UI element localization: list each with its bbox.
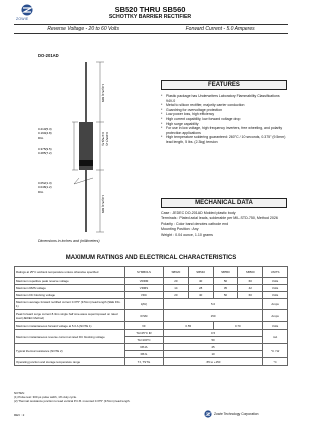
feature-item: * High current capability, low forward voltage drop bbox=[161, 117, 287, 122]
header-cell: SB540 bbox=[188, 267, 213, 278]
row-label: Maximum average forward rectified current 0.375" (9.5mm) lead length (SEE FIG. 1) bbox=[15, 299, 125, 310]
mechanical-item: Terminals : Plated axial leads, solderable per MIL-STD-750, Method 2026 bbox=[161, 216, 278, 221]
header-cell: SB560 bbox=[238, 267, 263, 278]
feature-item: * For use in low voltage, high frequency inverters, free wheeling, and polarity protection applications bbox=[161, 126, 287, 135]
features-heading: FEATURES bbox=[161, 80, 287, 90]
table-row bbox=[15, 278, 288, 285]
dim-lead-top: 1.0(25.4) MIN bbox=[101, 84, 105, 103]
package-drawing bbox=[36, 60, 156, 238]
table-header-row bbox=[15, 267, 288, 278]
mechanical-item: Polarity : Color band denotes cathode end bbox=[161, 221, 229, 226]
lead-top bbox=[85, 62, 87, 122]
row-unit: Volts bbox=[263, 292, 288, 299]
row-label: Maximum instantaneous reverse current at rated DC blocking voltage bbox=[15, 330, 125, 344]
document-title: SB520 THRU SB560 bbox=[114, 5, 186, 14]
row-value: 0.55 bbox=[163, 322, 213, 330]
row-unit: Amps bbox=[263, 310, 288, 322]
feature-item: * Plastic package has Underwriters Laboratory Flammability Classifications 94V-0 bbox=[161, 94, 287, 103]
features-list bbox=[161, 94, 287, 145]
row-unit: mA bbox=[263, 330, 288, 344]
notes-block bbox=[14, 391, 288, 403]
company-name: Zowie Technology Corporation bbox=[214, 412, 259, 416]
package-name: DO-201AD bbox=[38, 53, 59, 58]
table-row bbox=[15, 344, 288, 351]
row-value: 10 bbox=[163, 351, 262, 358]
row-symbol: VF bbox=[125, 322, 164, 330]
row-label: Maximum instantaneous forward voltage at 5.0 A (NOTE 1) bbox=[15, 322, 125, 330]
row-value: 20 bbox=[163, 278, 188, 285]
row-label: Maximum RMS voltage bbox=[15, 285, 125, 292]
header-cell: UNITS bbox=[263, 267, 288, 278]
cathode-band bbox=[79, 160, 93, 166]
row-symbol: RθJL bbox=[125, 351, 164, 358]
feature-item: * High surge capability bbox=[161, 122, 287, 127]
feature-item: * Guardring for overvoltage protection bbox=[161, 108, 287, 113]
dim-body-dia-min: 0.190(4.8) bbox=[38, 131, 52, 135]
header-cell: Ratings at 25°C ambient temperature unless otherwise specified bbox=[15, 267, 125, 278]
mechanical-heading: MECHANICAL DATA bbox=[161, 198, 287, 208]
dim-lead-dia-label: DIA. bbox=[38, 190, 44, 194]
row-value: 150 bbox=[163, 310, 262, 322]
row-value: 40 bbox=[188, 292, 213, 299]
row-label: Maximum DC blocking voltage bbox=[15, 292, 125, 299]
feature-item: * Low power loss, high efficiency bbox=[161, 112, 287, 117]
table-row bbox=[15, 358, 288, 366]
mechanical-item: Weight : 0.04 ounce, 1.10 grams bbox=[161, 232, 213, 237]
row-label: Typical thermal resistance (NOTE 2) bbox=[15, 344, 125, 358]
table-row bbox=[15, 299, 288, 310]
row-symbol: I(AV) bbox=[125, 299, 164, 310]
ratings-summary bbox=[14, 26, 288, 32]
row-symbol: VDC bbox=[125, 292, 164, 299]
row-unit: Volts bbox=[263, 278, 288, 285]
row-value: 60 bbox=[238, 278, 263, 285]
row-symbol: VRMS bbox=[125, 285, 164, 292]
row-value: 20 bbox=[163, 292, 188, 299]
row-value: 25 bbox=[163, 344, 262, 351]
feature-item: * Metal to silicon rectifier, majority carrier conduction bbox=[161, 103, 287, 108]
row-value: 28 bbox=[188, 285, 213, 292]
row-unit: Volts bbox=[263, 285, 288, 292]
mechanical-item: Case : JEDEC DO-201AD Molded plastic body bbox=[161, 211, 236, 215]
footer-logo bbox=[204, 410, 212, 418]
row-symbol: IFSM bbox=[125, 310, 164, 322]
dim-body-len-left-max: 0.375(9.5) bbox=[38, 147, 52, 151]
row-symbol: RθJA bbox=[125, 344, 164, 351]
row-value: -55 to +150 bbox=[163, 358, 262, 366]
row-label: Maximum repetitive peak reverse voltage bbox=[15, 278, 125, 285]
ratings-title: MAXIMUM RATINGS AND ELECTRICAL CHARACTERISTICS bbox=[65, 255, 237, 261]
row-value: 5.0 bbox=[163, 299, 262, 310]
header-cell: SB550 bbox=[213, 267, 238, 278]
table-row bbox=[15, 330, 288, 337]
header-rule-bottom bbox=[14, 33, 288, 34]
dim-body-dia-max: 0.210(5.3) bbox=[38, 127, 52, 131]
revision-label: REV : 2 bbox=[14, 413, 25, 417]
row-unit: Amps bbox=[263, 299, 288, 310]
row-symbol: TA=25°C IR bbox=[125, 330, 164, 337]
notes-label: NOTES: bbox=[14, 391, 25, 395]
ratings-table bbox=[14, 266, 288, 366]
row-value: 0.70 bbox=[213, 322, 263, 330]
row-value: 42 bbox=[238, 285, 263, 292]
table-row bbox=[15, 292, 288, 299]
row-value: 40 bbox=[188, 278, 213, 285]
row-value: 60 bbox=[238, 292, 263, 299]
row-value: 14 bbox=[163, 285, 188, 292]
note-1: (1) Pulse test: 300 μs pulse width, 1% duty cycle. bbox=[14, 395, 77, 399]
forward-current-text: Forward Current - 5.0 Amperes bbox=[185, 26, 255, 32]
row-value: 50 bbox=[213, 278, 238, 285]
dim-dia-label: DIA. bbox=[38, 136, 44, 140]
row-value: 35 bbox=[213, 285, 238, 292]
header-cell: SYMBOLS bbox=[125, 267, 164, 278]
row-unit: °C / W bbox=[263, 344, 288, 358]
table-row bbox=[15, 310, 288, 322]
mechanical-item: Mounting Position : Any bbox=[161, 227, 199, 232]
dim-body-length: 0.375(9.5) bbox=[101, 132, 105, 146]
note-2: (2) Thermal resistance junction to lead vertical P.C.B. mounted 0.375" (9.5mm) lead length. bbox=[14, 399, 131, 403]
dim-lead-dia-max: 0.052(1.3) bbox=[38, 181, 52, 185]
row-value: 50 bbox=[163, 337, 262, 344]
dim-body-len-left-min: 0.285(7.2) bbox=[38, 151, 52, 155]
row-value: 0.5 bbox=[163, 330, 262, 337]
row-value: 50 bbox=[213, 292, 238, 299]
reverse-voltage-text: Reverse Voltage - 20 to 60 Volts bbox=[47, 26, 119, 32]
row-unit: Volts bbox=[263, 322, 288, 330]
row-label: Operating junction and storage temperature range bbox=[15, 358, 125, 366]
row-symbol: VRRM bbox=[125, 278, 164, 285]
row-symbol: TA=100°C bbox=[125, 337, 164, 344]
logo-text: ZOWIE bbox=[16, 17, 29, 21]
feature-item: * High temperature soldering guaranteed: 260°C / 10 seconds, 0.375" (9.5mm) lead length, 5 lbs. (2.3kg) tension bbox=[161, 135, 287, 144]
header-rule-top bbox=[14, 24, 288, 25]
table-row bbox=[15, 285, 288, 292]
row-label: Peak forward surge current 8.3ms single half sine-wave superimposed on rated load (JEDEC Method) bbox=[15, 310, 125, 322]
header-cell: SB520 bbox=[163, 267, 188, 278]
dimensions-note: Dimensions in inches and (millimeters) bbox=[38, 239, 100, 243]
dim-lead-dia-min: 0.048(1.2) bbox=[38, 185, 52, 189]
dim-body-length-min: 0.285(7.2) bbox=[105, 132, 109, 146]
row-symbol: TJ, TSTG bbox=[125, 358, 164, 366]
dim-lead-bottom: 1.0(25.4) MIN bbox=[101, 195, 105, 214]
document-subtitle: SCHOTTKY BARRIER RECTIFIER bbox=[108, 14, 192, 20]
row-unit: °C bbox=[263, 358, 288, 366]
table-row bbox=[15, 322, 288, 330]
lead-bottom bbox=[85, 170, 87, 232]
mechanical-list bbox=[161, 211, 287, 238]
